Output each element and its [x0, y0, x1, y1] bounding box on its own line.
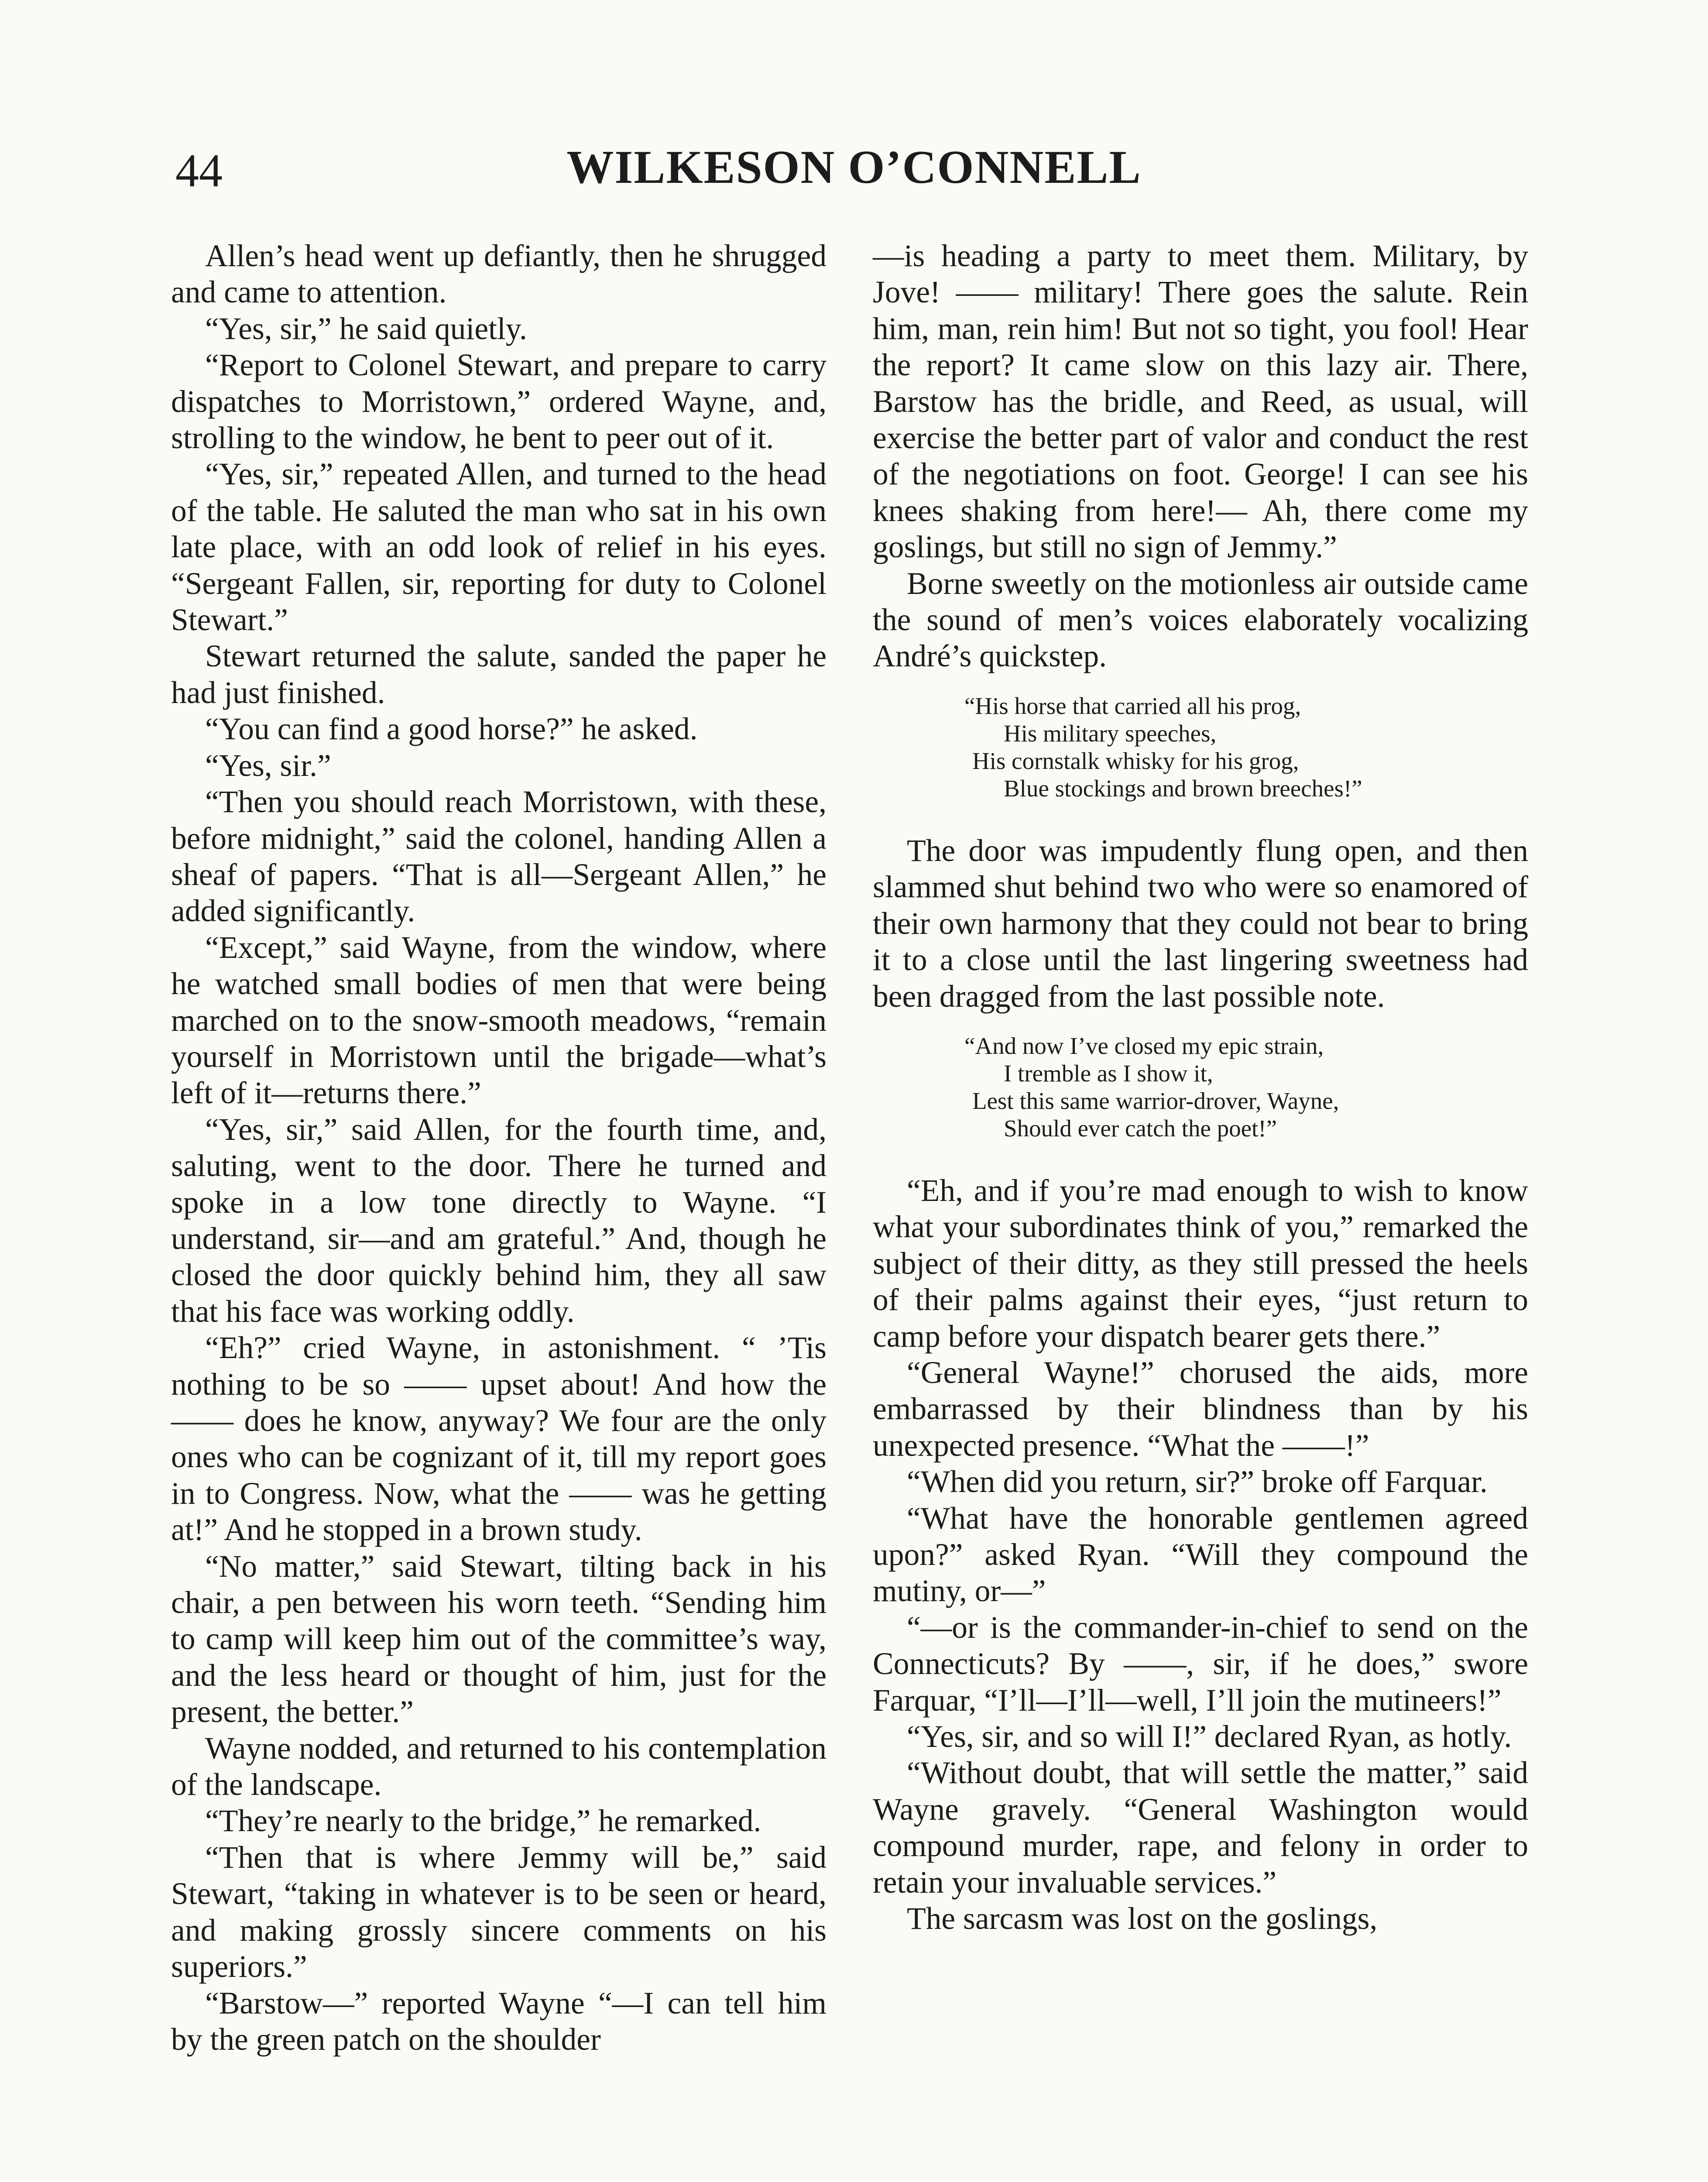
paragraph: “Eh, and if you’re mad enough to wish to know what your subordinates think of you,” remarked the subject of their ditty, as they still pressed the heels of their palms against their eyes, “just return to camp before your dispatch bearer gets there.”: [873, 1173, 1528, 1354]
verse-line: “His horse that carried all his prog,: [964, 692, 1301, 719]
verse-block: [873, 692, 1528, 802]
paragraph: “Except,” said Wayne, from the window, where he watched small bodies of men that were being marched on to the snow-smooth meadows, “remain yourself in Morristown until the brigade—what’s left of it—returns there.”: [171, 930, 827, 1111]
paragraph: Allen’s head went up defiantly, then he shrugged and came to attention.: [171, 239, 827, 310]
paragraph: —is heading a party to meet them. Military, by Jove! —— military! There goes the salute. Rein him, man, rein him! But not so tight, you fool! Hear the report? It came slow on this lazy air. There, Barstow has the bridle, and Reed, as usual, will exercise the better part of valor and conduct the rest of the negotiations on foot. George! I can see his knees shaking from here!— Ah, there come my goslings, but still no sign of Jemmy.”: [873, 239, 1528, 565]
verse-line: Lest this same warrior-drover, Wayne,: [972, 1087, 1339, 1114]
running-head: WILKESON O’CONNELL: [566, 141, 1142, 193]
paragraph: “Without doubt, that will settle the matter,” said Wayne gravely. “General Washington would compound murder, rape, and felony in order to retain your invaluable services.”: [873, 1756, 1528, 1900]
verse-line: His military speeches,: [1004, 720, 1217, 747]
paragraph: “—or is the commander-in-chief to send on the Connecticuts? By ——, sir, if he does,” swore Farquar, “I’ll—I’ll—well, I’ll join the mutineers!”: [873, 1610, 1528, 1718]
paragraph: “Yes, sir.”: [205, 748, 331, 783]
paragraph: The door was impudently flung open, and then slammed shut behind two who were so enamored of their own harmony that they could not bear to bring it to a close until the last lingering sweetness had been dragged from the last possible note.: [873, 833, 1528, 1014]
paragraph: “You can find a good horse?” he asked.: [205, 712, 698, 747]
paragraph: “When did you return, sir?” broke off Farquar.: [907, 1465, 1488, 1499]
paragraph: Stewart returned the salute, sanded the paper he had just finished.: [171, 639, 827, 710]
paragraph: Borne sweetly on the motionless air outside came the sound of men’s voices elaborately vocalizing André’s quickstep.: [873, 566, 1528, 674]
paragraph: “Yes, sir, and so will I!” declared Ryan, as hotly.: [907, 1719, 1512, 1754]
paragraph: “Then you should reach Morristown, with these, before midnight,” said the colonel, handing Allen a sheaf of papers. “That is all—Sergeant Allen,” he added significantly.: [171, 785, 827, 929]
verse-line: Blue stockings and brown breeches!”: [1004, 775, 1362, 802]
paragraph: “Yes, sir,” he said quietly.: [205, 311, 527, 346]
left-column: [171, 238, 827, 2058]
paragraph: “They’re nearly to the bridge,” he remarked.: [205, 1804, 761, 1839]
paragraph: “Yes, sir,” repeated Allen, and turned to the head of the table. He saluted the man who sat in his own late place, with an odd look of relief in his eyes. “Sergeant Fallen, sir, reporting for duty to Colonel Stewart.”: [171, 457, 827, 638]
paragraph: Wayne nodded, and returned to his contemplation of the landscape.: [171, 1731, 827, 1802]
paragraph: “General Wayne!” chorused the aids, more embarrassed by their blindness than by his unexpected presence. “What the ——!”: [873, 1355, 1528, 1463]
verse-line: His cornstalk whisky for his grog,: [972, 747, 1299, 774]
paragraph: “Then that is where Jemmy will be,” said Stewart, “taking in whatever is to be seen or heard, and making grossly sincere comments on his superiors.”: [171, 1840, 827, 1984]
paragraph: “Report to Colonel Stewart, and prepare to carry dispatches to Morristown,” ordered Wayne, and, strolling to the window, he bent to peer out of it.: [171, 348, 827, 456]
verse-line: I tremble as I show it,: [1004, 1060, 1213, 1087]
paragraph: “Yes, sir,” said Allen, for the fourth time, and, saluting, went to the door. There he turned and spoke in a low tone directly to Wayne. “I understand, sir—and am grateful.” And, though he closed the door quickly behind him, they all saw that his face was working oddly.: [171, 1112, 827, 1329]
verse-block: [873, 1032, 1528, 1142]
page-number: 44: [175, 145, 223, 197]
verse-line: “And now I’ve closed my epic strain,: [964, 1032, 1324, 1059]
paragraph: The sarcasm was lost on the goslings,: [907, 1901, 1378, 1936]
verse-line: Should ever catch the poet!”: [1004, 1115, 1277, 1142]
right-column: [873, 238, 1528, 1937]
page-header: [0, 0, 1708, 201]
paragraph: “Barstow—” reported Wayne “—I can tell him by the green patch on the shoulder: [171, 1986, 827, 2057]
paragraph: “Eh?” cried Wayne, in astonishment. “ ’Tis nothing to be so —— upset about! And how the —— does he know, anyway? We four are the only ones who can be cognizant of it, till my report goes in to Congress. Now, what the —— was he getting at!” And he stopped in a brown study.: [171, 1331, 827, 1547]
paragraph: “What have the honorable gentlemen agreed upon?” asked Ryan. “Will they compound the mutiny, or—”: [873, 1501, 1528, 1609]
paragraph: “No matter,” said Stewart, tilting back in his chair, a pen between his worn teeth. “Sending him to camp will keep him out of the committee’s way, and the less heard or thought of him, just for the present, the better.”: [171, 1549, 827, 1729]
